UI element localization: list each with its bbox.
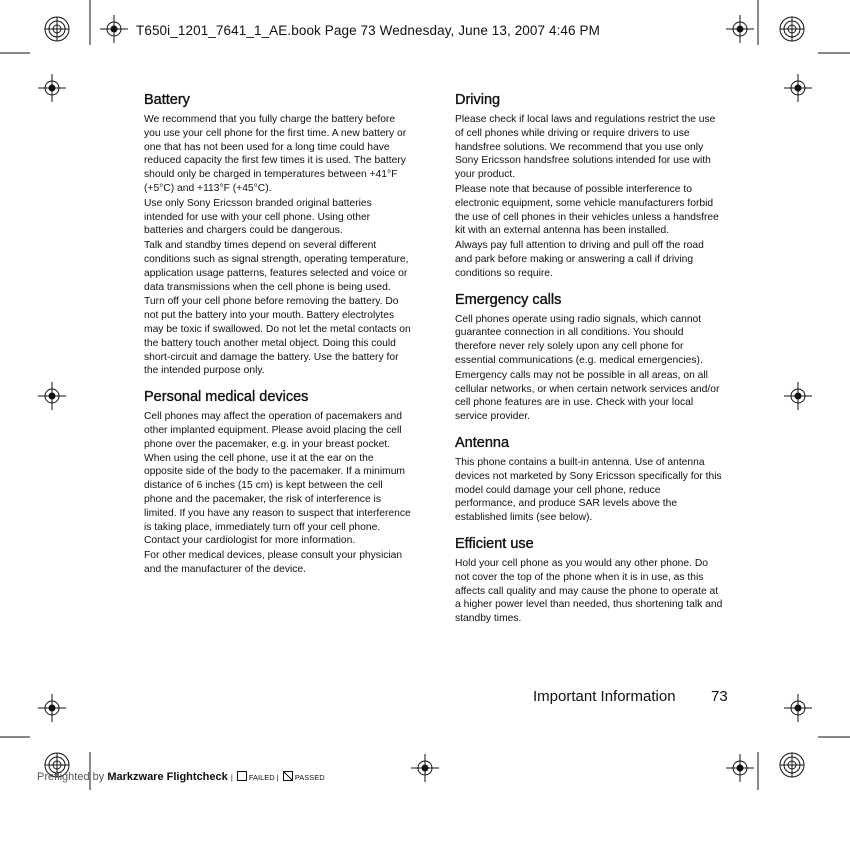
- crosshair-mark-left-1: [38, 74, 66, 102]
- crosshair-mark-right-bottom: [784, 694, 812, 722]
- rosette-mark-bottom-right: [780, 753, 804, 777]
- emergency-heading: Emergency calls: [455, 291, 562, 308]
- battery-paragraph-1: We recommend that you fully charge the battery before you use your cell phone for the first time. A new battery or one that has not been used for a long time could have reduced capacity the first few times it is used. The battery should only be charged in temperatures between +41°F (+5°C) and +113°F (+45°C).: [144, 114, 407, 194]
- medical-paragraph-2: For other medical devices, please consult your physician and the manufacturer of the device.: [144, 550, 403, 575]
- preflight-stamp: Preflighted by Markzware Flightcheck | FAILED | PASSED: [37, 771, 325, 783]
- failed-checkbox-icon: [237, 771, 247, 781]
- emergency-paragraph-2: Emergency calls may not be possible in all areas, on all cellular networks, or when certain network services and/or cell phone features are in use. Check with your local service provider.: [455, 369, 720, 423]
- passed-checkbox-icon: [283, 771, 293, 781]
- efficient-use-paragraph-1: Hold your cell phone as you would any other phone. Do not cover the top of the phone when it is in use, as this affects call quality and may cause the phone to operate at a higher power level than needed, thus shortening talk and standby times.: [455, 557, 723, 625]
- preflight-brand: Markzware Flightcheck: [107, 771, 228, 783]
- battery-paragraph-3: Talk and standby times depend on several different conditions such as signal strength, operating temperature, application usage patterns, features selected and voice or data transmissions when the cell phone is being used.: [144, 240, 409, 293]
- antenna-heading: Antenna: [455, 434, 510, 451]
- driving-paragraph-2: Please note that because of possible interference to electronic equipment, some vehicle manufacturers forbid the use of cell phones in their vehicles unless a handsfree kit with an external antenna has been installed.: [455, 183, 719, 237]
- battery-paragraph-4: Turn off your cell phone before removing the battery. Do not put the battery into your mouth. Battery electrolytes may be toxic if swallowed. Do not let the metal contacts on the battery touch another metal object. Doing this could short-circuit and damage the battery. Use the battery for the intended purpose only.: [144, 296, 411, 377]
- rosette-mark-top-left: [45, 17, 69, 41]
- footer-section-title: Important Information: [533, 688, 676, 705]
- battery-heading: Battery: [144, 92, 190, 108]
- print-header: T650i_1201_7641_1_AE.book Page 73 Wednesday, June 13, 2007 4:46 PM: [136, 23, 600, 38]
- crosshair-mark-top-2: [726, 15, 754, 43]
- driving-paragraph-1: Please check if local laws and regulations restrict the use of cell phones while driving or require drivers to use handsfree solutions. We recommend that you use only Sony Ericsson handsfree solutions intended for use with your product.: [455, 114, 716, 181]
- driving-heading: Driving: [455, 92, 501, 108]
- battery-paragraph-2: Use only Sony Ericsson branded original batteries intended for use with your cell phone. Using other batteries and chargers could be dangerous.: [144, 197, 372, 237]
- crosshair-mark-left-mid: [38, 382, 66, 410]
- crosshair-mark-top-1: [100, 15, 128, 43]
- medical-heading: Personal medical devices: [144, 389, 309, 406]
- driving-paragraph-3: Always pay full attention to driving and pull off the road and park before making or answering a call if driving conditions so require.: [455, 240, 704, 279]
- preflight-passed-label: PASSED: [294, 773, 325, 782]
- crosshair-mark-left-bottom: [38, 694, 66, 722]
- rosette-mark-top-right: [780, 17, 804, 41]
- efficient-use-heading: Efficient use: [455, 535, 534, 552]
- preflight-failed-label: FAILED: [248, 773, 275, 782]
- page-number: 73: [711, 688, 728, 705]
- crosshair-mark-bottom-center: [411, 754, 439, 782]
- crosshair-mark-bottom-right: [726, 754, 754, 782]
- antenna-paragraph-1: This phone contains a built-in antenna. Use of antenna devices not marketed by Sony Ericsson specifically for this model could damage your cell phone, reduce performance, and produce SAR levels above the established limits (see below).: [455, 456, 722, 524]
- medical-paragraph-1: Cell phones may affect the operation of pacemakers and other implanted equipment. Please avoid placing the cell phone over the pacemaker, e.g. in your breast pocket. When using the cell phone, use it at the ear on the opposite side of the body to the pacemaker. If a minimum distance of 6 inches (15 cm) is kept between the cell phone and the pacemaker, the risk of interference is limited. If you have any reason to suspect that interference is taking place, immediately turn off your cell phone. Contact your cardiologist for more information.: [144, 411, 411, 547]
- preflight-prefix: Preflighted by: [37, 771, 105, 783]
- crosshair-mark-right-1: [784, 74, 812, 102]
- left-column: [144, 91, 412, 578]
- right-column: [455, 91, 723, 627]
- crosshair-mark-right-mid: [784, 382, 812, 410]
- emergency-paragraph-1: Cell phones operate using radio signals, which cannot guarantee connection in all conditions. You should therefore never rely solely upon any cell phone for essential communications (e.g. medical emergencies).: [455, 313, 703, 366]
